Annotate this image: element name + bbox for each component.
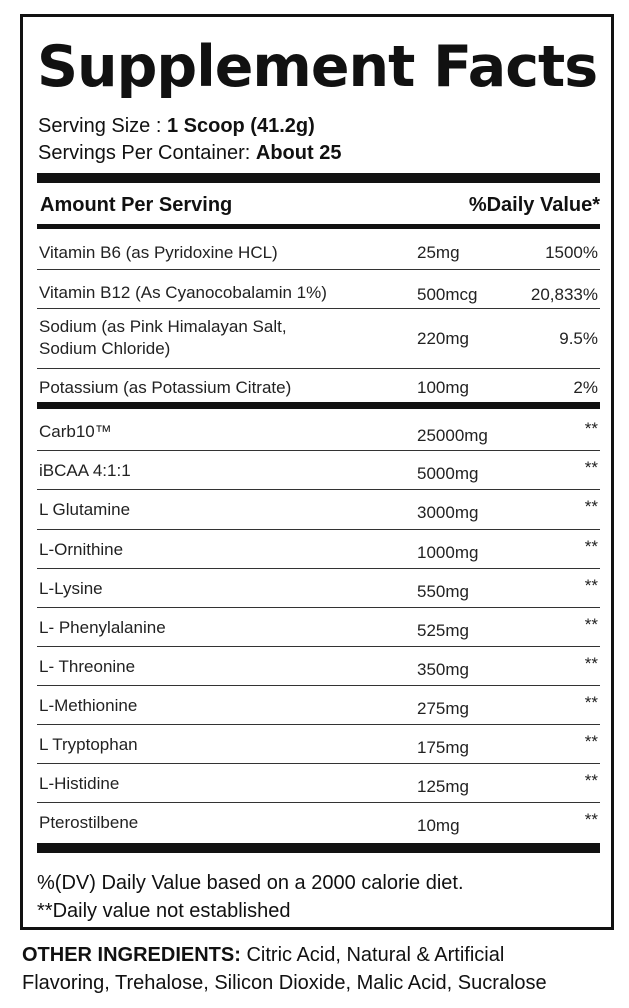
ingredient-name: L- Phenylalanine xyxy=(39,618,166,637)
other-ingredients-label: OTHER INGREDIENTS: xyxy=(22,944,241,966)
table-row xyxy=(37,229,600,267)
nutrient-daily-value: 2% xyxy=(573,378,598,397)
servings-per-container-label: Servings Per Container: xyxy=(38,142,251,164)
serving-size-value: 1 Scoop (41.2g) xyxy=(166,115,315,137)
nutrient-name: Vitamin B12 (As Cyanocobalamin 1%) xyxy=(39,283,327,302)
table-row xyxy=(37,686,600,724)
serving-info xyxy=(38,113,341,167)
ingredient-daily-value: ** xyxy=(584,693,598,712)
nutrient-amount: 100mg xyxy=(417,378,469,397)
table-row xyxy=(37,608,600,646)
ingredient-name: Carb10™ xyxy=(39,422,112,441)
nutrient-daily-value: 1500% xyxy=(545,243,598,262)
table-row xyxy=(37,451,600,489)
ingredient-amount: 275mg xyxy=(417,699,469,718)
serving-size-label: Serving Size : xyxy=(38,115,162,137)
ingredient-amount: 3000mg xyxy=(417,503,479,522)
table-row xyxy=(37,530,600,568)
daily-value-header: %Daily Value* xyxy=(468,194,600,216)
other-ingredients-line-2: Flavoring, Trehalose, Silicon Dioxide, Malic Acid, Sucralose xyxy=(22,972,547,994)
nutrient-daily-value: 9.5% xyxy=(559,329,598,348)
nutrient-daily-value: 20,833% xyxy=(530,285,598,304)
thick-divider-middle xyxy=(37,402,600,409)
ingredient-name: Pterostilbene xyxy=(39,813,139,832)
nutrient-amount: 500mcg xyxy=(417,285,478,304)
nutrient-name-continued: Sodium Chloride) xyxy=(39,339,171,358)
ingredient-amount: 5000mg xyxy=(417,464,479,483)
thick-divider-bottom xyxy=(37,843,600,853)
not-established-footnote: **Daily value not established xyxy=(37,900,291,922)
ingredient-daily-value: ** xyxy=(584,497,598,516)
table-row xyxy=(37,803,600,841)
ingredient-amount: 525mg xyxy=(417,621,469,640)
ingredient-daily-value: ** xyxy=(584,771,598,790)
ingredient-name: iBCAA 4:1:1 xyxy=(39,461,131,480)
ingredient-name: L-Histidine xyxy=(39,774,120,793)
ingredient-daily-value: ** xyxy=(584,615,598,634)
ingredient-name: L-Lysine xyxy=(39,579,103,598)
ingredient-amount: 25000mg xyxy=(417,426,488,445)
ingredient-name: L-Ornithine xyxy=(39,540,124,559)
ingredient-amount: 175mg xyxy=(417,738,469,757)
table-row xyxy=(37,409,600,448)
nutrient-amount: 220mg xyxy=(417,329,469,348)
servings-per-container-line xyxy=(38,140,341,167)
ingredient-name: L-Methionine xyxy=(39,696,138,715)
ingredient-daily-value: ** xyxy=(584,458,598,477)
nutrient-name: Vitamin B6 (as Pyridoxine HCL) xyxy=(39,243,278,262)
nutrient-name: Sodium (as Pink Himalayan Salt, xyxy=(39,317,287,336)
ingredient-amount: 10mg xyxy=(417,816,460,835)
thick-divider-top xyxy=(37,173,600,183)
ingredient-name: L Glutamine xyxy=(39,500,131,519)
other-ingredients-text-1: Citric Acid, Natural & Artificial xyxy=(246,944,505,966)
table-row xyxy=(37,490,600,528)
ingredient-daily-value: ** xyxy=(584,732,598,751)
servings-per-container-value: About 25 xyxy=(255,142,342,164)
ingredient-name: L Tryptophan xyxy=(39,735,138,754)
nutrient-amount: 25mg xyxy=(417,243,460,262)
serving-size-line xyxy=(38,113,341,140)
panel-title: Supplement Facts xyxy=(37,34,598,100)
footnotes xyxy=(37,869,464,925)
ingredient-daily-value: ** xyxy=(584,810,598,829)
table-header xyxy=(40,189,600,221)
table-row xyxy=(37,569,600,607)
other-ingredients xyxy=(22,941,622,997)
nutrient-name: Potassium (as Potassium Citrate) xyxy=(39,378,292,397)
ingredient-amount: 1000mg xyxy=(417,543,479,562)
ingredient-amount: 125mg xyxy=(417,777,469,796)
ingredient-name: L- Threonine xyxy=(39,657,136,676)
table-row xyxy=(37,309,600,366)
table-row xyxy=(37,647,600,685)
ingredient-daily-value: ** xyxy=(584,654,598,673)
ingredient-daily-value: ** xyxy=(584,419,598,438)
ingredient-daily-value: ** xyxy=(584,537,598,556)
table-row xyxy=(37,725,600,763)
supplement-facts-panel xyxy=(20,14,614,930)
table-row xyxy=(37,270,600,307)
ingredient-daily-value: ** xyxy=(584,576,598,595)
ingredient-amount: 550mg xyxy=(417,582,469,601)
ingredient-amount: 350mg xyxy=(417,660,469,679)
amount-per-serving-header: Amount Per Serving xyxy=(40,194,233,216)
other-ingredients-line-1 xyxy=(22,941,622,969)
table-row xyxy=(37,369,600,405)
table-row xyxy=(37,764,600,802)
dv-basis-footnote: %(DV) Daily Value based on a 2000 calorie diet. xyxy=(37,872,464,894)
